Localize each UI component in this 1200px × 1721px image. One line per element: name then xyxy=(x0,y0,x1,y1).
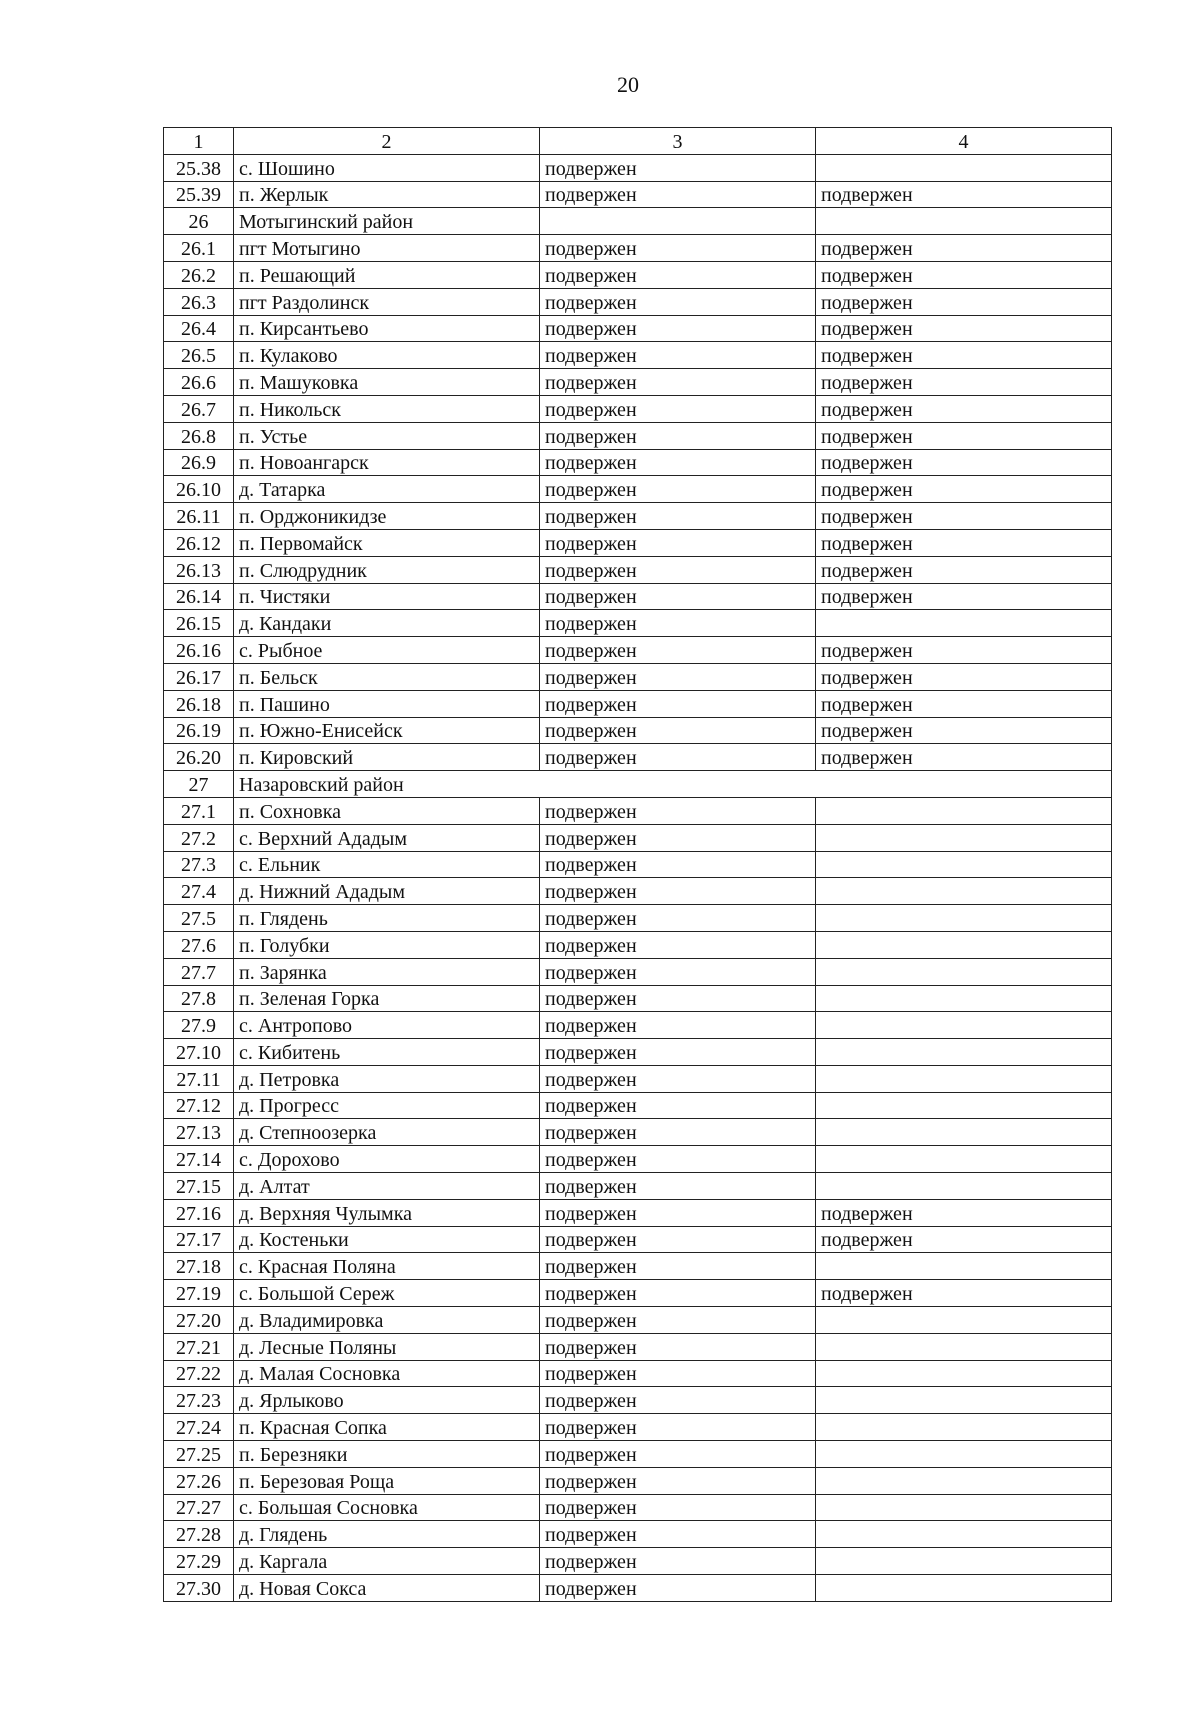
settlement-name-cell: п. Березовая Роща xyxy=(234,1467,540,1494)
column-4-cell xyxy=(816,1494,1112,1521)
settlement-name-cell: д. Кандаки xyxy=(234,610,540,637)
settlement-name-cell: п. Первомайск xyxy=(234,529,540,556)
row-number-cell: 26.18 xyxy=(164,690,234,717)
table-body xyxy=(164,154,1112,1601)
settlement-name-cell: с. Красная Поляна xyxy=(234,1253,540,1280)
settlement-name-cell: д. Глядень xyxy=(234,1521,540,1548)
column-3-cell: подвержен xyxy=(540,181,816,208)
column-4-cell xyxy=(816,1173,1112,1200)
row-number-cell: 26.6 xyxy=(164,369,234,396)
settlement-name-cell: д. Прогресс xyxy=(234,1092,540,1119)
column-3-cell: подвержен xyxy=(540,235,816,262)
column-3-cell: подвержен xyxy=(540,529,816,556)
settlement-name-cell: п. Зеленая Горка xyxy=(234,985,540,1012)
table-row xyxy=(164,851,1112,878)
row-number-cell: 26.4 xyxy=(164,315,234,342)
settlement-name-cell: п. Бельск xyxy=(234,663,540,690)
column-4-cell xyxy=(816,1012,1112,1039)
column-4-cell xyxy=(816,1333,1112,1360)
column-4-cell xyxy=(816,878,1112,905)
row-number-cell: 26.8 xyxy=(164,422,234,449)
column-4-cell: подвержен xyxy=(816,369,1112,396)
column-header-3: 3 xyxy=(540,128,816,155)
table-row xyxy=(164,824,1112,851)
column-3-cell: подвержен xyxy=(540,261,816,288)
settlement-name-cell: д. Владимировка xyxy=(234,1307,540,1334)
row-number-cell: 27.4 xyxy=(164,878,234,905)
column-4-cell xyxy=(816,1548,1112,1575)
column-4-cell xyxy=(816,905,1112,932)
settlement-name-cell: с. Шошино xyxy=(234,154,540,181)
column-4-cell: подвержен xyxy=(816,529,1112,556)
table-row xyxy=(164,1146,1112,1173)
column-3-cell: подвержен xyxy=(540,878,816,905)
table-row xyxy=(164,878,1112,905)
table-row xyxy=(164,1333,1112,1360)
column-3-cell: подвержен xyxy=(540,1119,816,1146)
row-number-cell: 26.15 xyxy=(164,610,234,637)
table-row xyxy=(164,315,1112,342)
column-3-cell: подвержен xyxy=(540,1173,816,1200)
column-3-cell: подвержен xyxy=(540,985,816,1012)
table-row xyxy=(164,637,1112,664)
settlement-name-cell: с. Верхний Ададым xyxy=(234,824,540,851)
column-4-cell: подвержен xyxy=(816,476,1112,503)
column-3-cell: подвержен xyxy=(540,342,816,369)
settlement-name-cell: с. Рыбное xyxy=(234,637,540,664)
table-row xyxy=(164,690,1112,717)
column-4-cell xyxy=(816,1387,1112,1414)
row-number-cell: 26.1 xyxy=(164,235,234,262)
settlement-name-cell: с. Ельник xyxy=(234,851,540,878)
table-header-row xyxy=(164,128,1112,155)
row-number-cell: 26.19 xyxy=(164,717,234,744)
row-number-cell: 26.12 xyxy=(164,529,234,556)
row-number-cell: 27.23 xyxy=(164,1387,234,1414)
table-row xyxy=(164,1441,1112,1468)
table-row xyxy=(164,1173,1112,1200)
column-4-cell xyxy=(816,1467,1112,1494)
row-number-cell: 27.7 xyxy=(164,958,234,985)
table-row xyxy=(164,1012,1112,1039)
settlement-name-cell: д. Лесные Поляны xyxy=(234,1333,540,1360)
column-header-1: 1 xyxy=(164,128,234,155)
settlement-name-cell: п. Орджоникидзе xyxy=(234,503,540,530)
row-number-cell: 27.10 xyxy=(164,1039,234,1066)
column-4-cell xyxy=(816,610,1112,637)
row-number-cell: 26.10 xyxy=(164,476,234,503)
row-number-cell: 26.20 xyxy=(164,744,234,771)
column-4-cell xyxy=(816,1119,1112,1146)
settlement-name-cell: пгт Раздолинск xyxy=(234,288,540,315)
table-row xyxy=(164,1119,1112,1146)
column-4-cell xyxy=(816,208,1112,235)
settlement-name-cell: п. Южно-Енисейск xyxy=(234,717,540,744)
row-number-cell: 27.28 xyxy=(164,1521,234,1548)
column-3-cell: подвержен xyxy=(540,824,816,851)
column-3-cell: подвержен xyxy=(540,663,816,690)
column-3-cell: подвержен xyxy=(540,1414,816,1441)
column-3-cell: подвержен xyxy=(540,1548,816,1575)
table-row xyxy=(164,422,1112,449)
column-3-cell: подвержен xyxy=(540,717,816,744)
settlement-name-cell: д. Малая Сосновка xyxy=(234,1360,540,1387)
row-number-cell: 27.29 xyxy=(164,1548,234,1575)
row-number-cell: 27.6 xyxy=(164,931,234,958)
column-3-cell: подвержен xyxy=(540,1387,816,1414)
table-row xyxy=(164,744,1112,771)
row-number-cell: 27.8 xyxy=(164,985,234,1012)
settlement-name-cell: д. Каргала xyxy=(234,1548,540,1575)
column-4-cell: подвержен xyxy=(816,422,1112,449)
column-3-cell: подвержен xyxy=(540,958,816,985)
table-row xyxy=(164,342,1112,369)
row-number-cell: 27.26 xyxy=(164,1467,234,1494)
table-row xyxy=(164,1548,1112,1575)
column-3-cell: подвержен xyxy=(540,288,816,315)
column-3-cell: подвержен xyxy=(540,931,816,958)
column-4-cell xyxy=(816,1575,1112,1602)
column-4-cell: подвержен xyxy=(816,288,1112,315)
column-4-cell xyxy=(816,958,1112,985)
column-3-cell: подвержен xyxy=(540,1253,816,1280)
column-4-cell: подвержен xyxy=(816,235,1112,262)
column-4-cell: подвержен xyxy=(816,342,1112,369)
table-row xyxy=(164,1494,1112,1521)
column-4-cell: подвержен xyxy=(816,261,1112,288)
settlement-name-cell: п. Березняки xyxy=(234,1441,540,1468)
district-name-cell: Назаровский район xyxy=(234,771,1112,798)
column-3-cell: подвержен xyxy=(540,637,816,664)
column-3-cell: подвержен xyxy=(540,1333,816,1360)
table-row xyxy=(164,958,1112,985)
row-number-cell: 27.20 xyxy=(164,1307,234,1334)
table-row xyxy=(164,556,1112,583)
column-4-cell xyxy=(816,1092,1112,1119)
column-3-cell: подвержен xyxy=(540,503,816,530)
settlement-name-cell: п. Слюдрудник xyxy=(234,556,540,583)
column-3-cell: подвержен xyxy=(540,1199,816,1226)
column-3-cell: подвержен xyxy=(540,154,816,181)
row-number-cell: 26.14 xyxy=(164,583,234,610)
settlement-name-cell: д. Новая Сокса xyxy=(234,1575,540,1602)
table-row xyxy=(164,395,1112,422)
settlement-name-cell: д. Верхняя Чулымка xyxy=(234,1199,540,1226)
row-number-cell: 26.17 xyxy=(164,663,234,690)
settlement-name-cell: с. Большой Сереж xyxy=(234,1280,540,1307)
row-number-cell: 27.12 xyxy=(164,1092,234,1119)
table-row xyxy=(164,235,1112,262)
column-4-cell: подвержен xyxy=(816,503,1112,530)
row-number-cell: 27.9 xyxy=(164,1012,234,1039)
table-row xyxy=(164,1575,1112,1602)
table-row xyxy=(164,1226,1112,1253)
column-4-cell: подвержен xyxy=(816,663,1112,690)
column-3-cell: подвержен xyxy=(540,1039,816,1066)
table-row xyxy=(164,1092,1112,1119)
settlement-name-cell: п. Машуковка xyxy=(234,369,540,396)
column-3-cell: подвержен xyxy=(540,797,816,824)
column-3-cell: подвержен xyxy=(540,476,816,503)
table-row xyxy=(164,1039,1112,1066)
row-number-cell: 26.11 xyxy=(164,503,234,530)
table-row xyxy=(164,154,1112,181)
row-number-cell: 27.19 xyxy=(164,1280,234,1307)
table-row xyxy=(164,797,1112,824)
column-3-cell: подвержен xyxy=(540,1441,816,1468)
table-row xyxy=(164,1360,1112,1387)
settlement-name-cell: п. Глядень xyxy=(234,905,540,932)
settlement-name-cell: д. Петровка xyxy=(234,1065,540,1092)
column-4-cell xyxy=(816,851,1112,878)
row-number-cell: 26.2 xyxy=(164,261,234,288)
column-3-cell: подвержен xyxy=(540,851,816,878)
column-3-cell: подвержен xyxy=(540,369,816,396)
column-3-cell: подвержен xyxy=(540,1575,816,1602)
settlement-name-cell: п. Жерлык xyxy=(234,181,540,208)
column-4-cell: подвержен xyxy=(816,315,1112,342)
settlement-name-cell: д. Алтат xyxy=(234,1173,540,1200)
settlement-name-cell: п. Решающий xyxy=(234,261,540,288)
column-4-cell xyxy=(816,931,1112,958)
row-number-cell: 27.30 xyxy=(164,1575,234,1602)
column-3-cell: подвержен xyxy=(540,395,816,422)
row-number-cell: 27.16 xyxy=(164,1199,234,1226)
row-number-cell: 27.14 xyxy=(164,1146,234,1173)
row-number-cell: 27.15 xyxy=(164,1173,234,1200)
settlement-name-cell: п. Пашино xyxy=(234,690,540,717)
table-row xyxy=(164,583,1112,610)
column-4-cell xyxy=(816,1521,1112,1548)
table-row xyxy=(164,663,1112,690)
column-header-2: 2 xyxy=(234,128,540,155)
settlements-table xyxy=(163,127,1112,1602)
table-row xyxy=(164,288,1112,315)
settlement-name-cell: с. Дорохово xyxy=(234,1146,540,1173)
row-number-cell: 27.27 xyxy=(164,1494,234,1521)
table-row xyxy=(164,529,1112,556)
settlement-name-cell: д. Ярлыково xyxy=(234,1387,540,1414)
row-number-cell: 27.25 xyxy=(164,1441,234,1468)
column-3-cell: подвержен xyxy=(540,1226,816,1253)
column-3-cell: подвержен xyxy=(540,610,816,637)
table-row xyxy=(164,1521,1112,1548)
row-number-cell: 27.17 xyxy=(164,1226,234,1253)
column-4-cell: подвержен xyxy=(816,1226,1112,1253)
column-3-cell: подвержен xyxy=(540,1146,816,1173)
settlement-name-cell: с. Большая Сосновка xyxy=(234,1494,540,1521)
table-row xyxy=(164,261,1112,288)
column-3-cell: подвержен xyxy=(540,1012,816,1039)
row-number-cell: 27.18 xyxy=(164,1253,234,1280)
settlement-name-cell: Мотыгинский район xyxy=(234,208,540,235)
settlement-name-cell: п. Сохновка xyxy=(234,797,540,824)
column-4-cell xyxy=(816,1414,1112,1441)
table-row xyxy=(164,208,1112,235)
column-4-cell: подвержен xyxy=(816,637,1112,664)
settlement-name-cell: д. Татарка xyxy=(234,476,540,503)
row-number-cell: 25.39 xyxy=(164,181,234,208)
row-number-cell: 26.9 xyxy=(164,449,234,476)
table-row xyxy=(164,1253,1112,1280)
column-3-cell: подвержен xyxy=(540,1092,816,1119)
table-row xyxy=(164,985,1112,1012)
row-number-cell: 27.21 xyxy=(164,1333,234,1360)
column-4-cell xyxy=(816,797,1112,824)
settlement-name-cell: п. Кирсантьево xyxy=(234,315,540,342)
column-3-cell: подвержен xyxy=(540,422,816,449)
table-row xyxy=(164,1280,1112,1307)
column-4-cell: подвержен xyxy=(816,1280,1112,1307)
settlement-name-cell: п. Устье xyxy=(234,422,540,449)
row-number-cell: 27.5 xyxy=(164,905,234,932)
settlement-name-cell: п. Кулаково xyxy=(234,342,540,369)
column-4-cell: подвержен xyxy=(816,181,1112,208)
column-3-cell: подвержен xyxy=(540,449,816,476)
settlement-name-cell: с. Антропово xyxy=(234,1012,540,1039)
settlement-name-cell: п. Голубки xyxy=(234,931,540,958)
table-row xyxy=(164,476,1112,503)
row-number-cell: 26.3 xyxy=(164,288,234,315)
row-number-cell: 27.2 xyxy=(164,824,234,851)
column-4-cell: подвержен xyxy=(816,744,1112,771)
column-4-cell: подвержен xyxy=(816,395,1112,422)
table-row xyxy=(164,931,1112,958)
settlement-name-cell: пгт Мотыгино xyxy=(234,235,540,262)
table-row xyxy=(164,503,1112,530)
column-4-cell xyxy=(816,985,1112,1012)
column-4-cell: подвержен xyxy=(816,717,1112,744)
column-4-cell: подвержен xyxy=(816,583,1112,610)
table-row xyxy=(164,181,1112,208)
settlement-name-cell: п. Зарянка xyxy=(234,958,540,985)
settlement-name-cell: д. Степноозерка xyxy=(234,1119,540,1146)
table-row xyxy=(164,905,1112,932)
column-3-cell: подвержен xyxy=(540,1467,816,1494)
row-number-cell: 27.3 xyxy=(164,851,234,878)
column-4-cell xyxy=(816,1307,1112,1334)
column-4-cell: подвержен xyxy=(816,1199,1112,1226)
row-number-cell: 27.1 xyxy=(164,797,234,824)
column-4-cell: подвержен xyxy=(816,690,1112,717)
column-4-cell xyxy=(816,1065,1112,1092)
table-row xyxy=(164,1414,1112,1441)
settlement-name-cell: д. Костеньки xyxy=(234,1226,540,1253)
settlement-name-cell: с. Кибитень xyxy=(234,1039,540,1066)
row-number-cell: 26.5 xyxy=(164,342,234,369)
column-4-cell: подвержен xyxy=(816,449,1112,476)
column-4-cell xyxy=(816,824,1112,851)
row-number-cell: 27 xyxy=(164,771,234,798)
settlement-name-cell: п. Никольск xyxy=(234,395,540,422)
column-3-cell: подвержен xyxy=(540,1307,816,1334)
column-4-cell xyxy=(816,1441,1112,1468)
table-row xyxy=(164,717,1112,744)
column-3-cell: подвержен xyxy=(540,690,816,717)
column-4-cell xyxy=(816,1360,1112,1387)
table-row xyxy=(164,771,1112,798)
row-number-cell: 27.11 xyxy=(164,1065,234,1092)
column-3-cell xyxy=(540,208,816,235)
row-number-cell: 26.13 xyxy=(164,556,234,583)
column-3-cell: подвержен xyxy=(540,1521,816,1548)
column-3-cell: подвержен xyxy=(540,905,816,932)
column-3-cell: подвержен xyxy=(540,1280,816,1307)
table-row xyxy=(164,1467,1112,1494)
column-4-cell xyxy=(816,1253,1112,1280)
row-number-cell: 27.22 xyxy=(164,1360,234,1387)
column-3-cell: подвержен xyxy=(540,315,816,342)
table-row xyxy=(164,1307,1112,1334)
column-4-cell: подвержен xyxy=(816,556,1112,583)
column-3-cell: подвержен xyxy=(540,583,816,610)
column-3-cell: подвержен xyxy=(540,556,816,583)
column-4-cell xyxy=(816,1146,1112,1173)
row-number-cell: 27.13 xyxy=(164,1119,234,1146)
table-row xyxy=(164,1065,1112,1092)
column-3-cell: подвержен xyxy=(540,1494,816,1521)
settlement-name-cell: п. Красная Сопка xyxy=(234,1414,540,1441)
table-row xyxy=(164,1387,1112,1414)
table-row xyxy=(164,369,1112,396)
settlement-name-cell: д. Нижний Ададым xyxy=(234,878,540,905)
row-number-cell: 26.16 xyxy=(164,637,234,664)
column-3-cell: подвержен xyxy=(540,1360,816,1387)
column-3-cell: подвержен xyxy=(540,1065,816,1092)
page-number: 20 xyxy=(617,72,639,97)
table-row xyxy=(164,1199,1112,1226)
column-4-cell xyxy=(816,154,1112,181)
column-4-cell xyxy=(816,1039,1112,1066)
settlement-name-cell: п. Новоангарск xyxy=(234,449,540,476)
column-3-cell: подвержен xyxy=(540,744,816,771)
row-number-cell: 25.38 xyxy=(164,154,234,181)
row-number-cell: 26 xyxy=(164,208,234,235)
column-header-4: 4 xyxy=(816,128,1112,155)
settlement-name-cell: п. Чистяки xyxy=(234,583,540,610)
row-number-cell: 27.24 xyxy=(164,1414,234,1441)
table-row xyxy=(164,449,1112,476)
settlement-name-cell: п. Кировский xyxy=(234,744,540,771)
table-row xyxy=(164,610,1112,637)
row-number-cell: 26.7 xyxy=(164,395,234,422)
